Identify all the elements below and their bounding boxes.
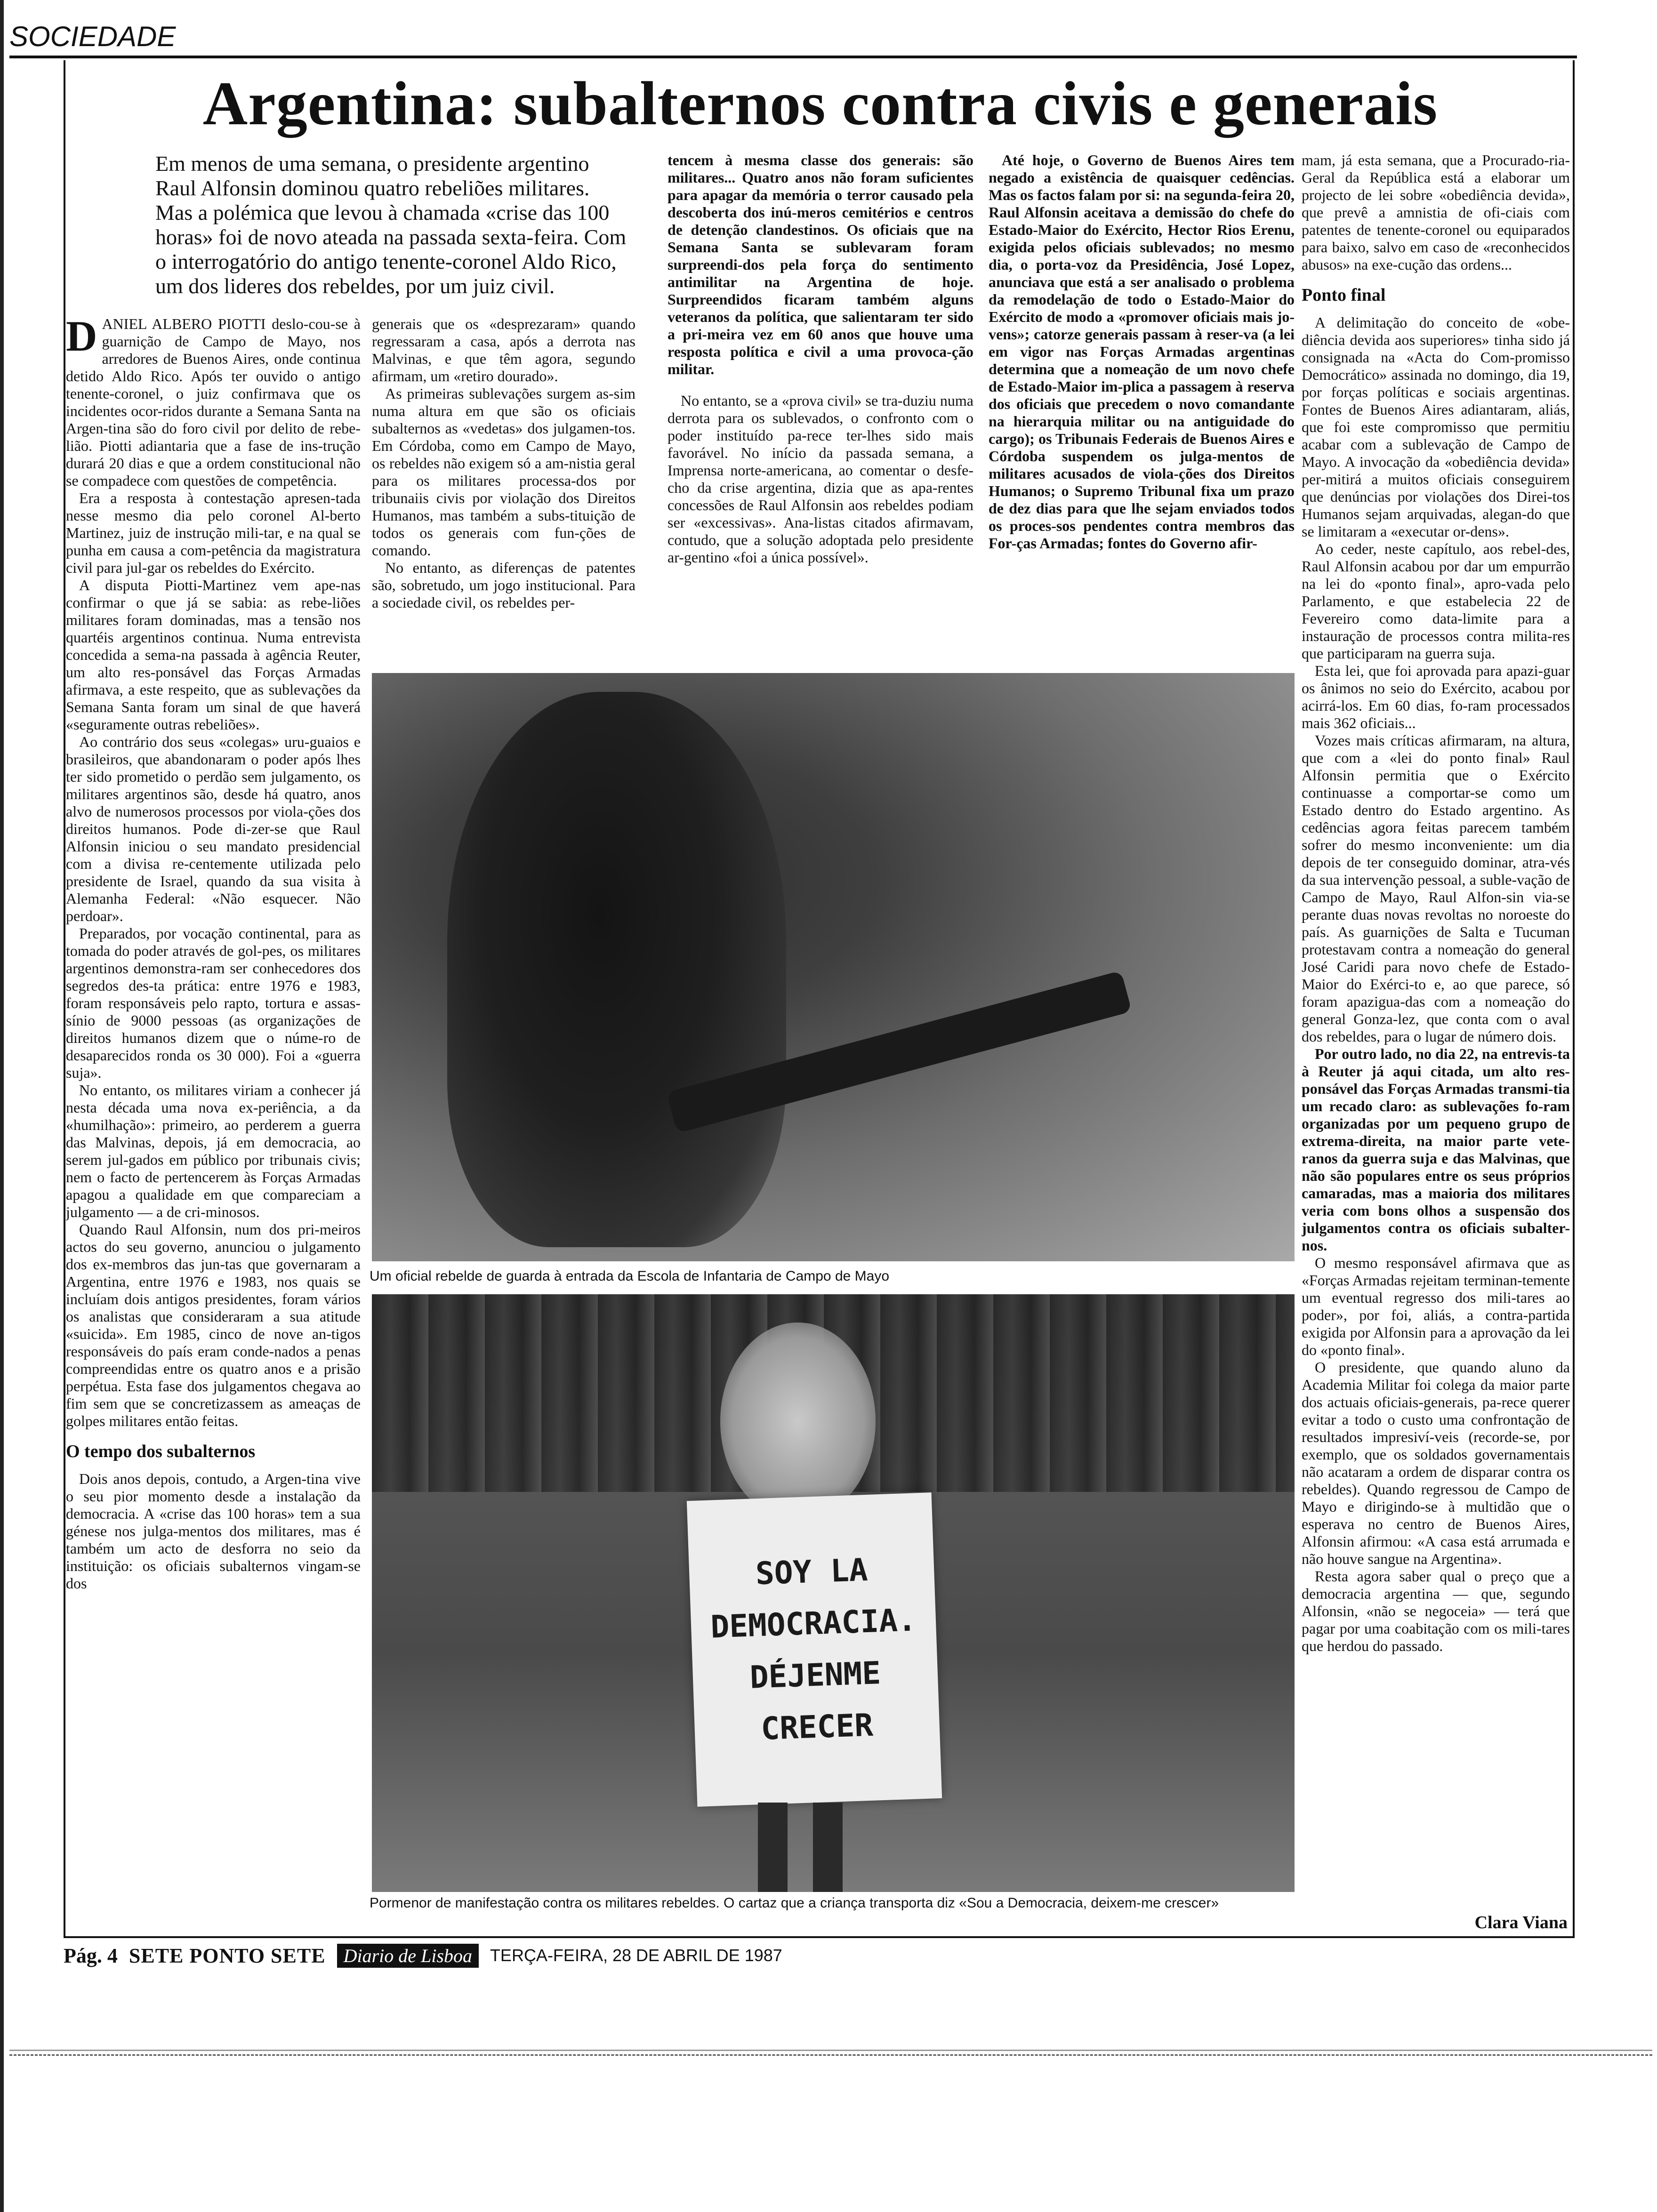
newspaper-logo: Diario de Lisboa xyxy=(337,1944,479,1968)
paragraph: A disputa Piotti-Martinez vem ape-nas confirmar o que já se sabia: as rebe-liões militares foram dominadas, mas a tensão nos quartéis argentinos continua. Numa entrevista concedida a sema-na passada à agência Reuter, um alto res-ponsável das Forças Armadas afirmava, a este respeito, que as sublevações da Semana Santa foram um sinal de que haverá «seguramente outras rebeliões». xyxy=(66,577,361,733)
supplement-name: SETE PONTO SETE xyxy=(129,1944,326,1967)
drop-cap: D xyxy=(66,315,97,360)
sign-text-line: DÉJENME xyxy=(749,1655,882,1696)
paragraph: Quando Raul Alfonsin, num dos pri-meiros actos do seu governo, anunciou o julgamento dos ex-membros das jun-tas que governaram a Argentina, entre 1976 e 1983, nos quais se incluíam dois antigos presidentes, foram vários os analistas que consideraram a sua atitude «suicida». Em 1985, cinco de nove an-tigos responsáveis do país eram conde-nados a penas compreendidas entre os quatro anos e a prisão perpétua. Esta fase dos julgamentos chegava ao fim sem que se concretizassem as ameaças de golpes militares então feitas. xyxy=(66,1221,361,1429)
child-legs xyxy=(758,1803,843,1892)
article-column-2 xyxy=(372,315,635,678)
paragraph: Ao ceder, neste capítulo, aos rebel-des, Raul Alfonsin acabou por dar um empurrão na lei do «ponto final», apro-vada pelo Parlamento, e que estabelecia 22 de Fevereiro como data-limite para a instauração de processos contra milita-res que participaram na guerra suja. xyxy=(1302,540,1570,662)
paragraph: O presidente, que quando aluno da Academia Militar foi colega da maior parte dos actuais oficiais-generais, pa-rece querer evitar a todo o custo uma confrontação de resultados impresiví-veis (recorde-se, por exemplo, que os soldados governamentais não acataram a ordem de disparar contra os rebeldes). Quando regressou de Campo de Mayo e dirigindo-se à multidão que o esperava no centro de Buenos Aires, Alfonsin afirmou: «A casa está arrumada e não houve sangue na Argentina». xyxy=(1302,1359,1570,1567)
photo-caption: Pormenor de manifestação contra os militares rebeldes. O cartaz que a criança transporta diz «Sou a Democracia, deixem-me crescer» xyxy=(370,1895,1219,1911)
photo-rebel-officer xyxy=(372,673,1295,1261)
paragraph: No entanto, se a «prova civil» se tra-duziu numa derrota para os sublevados, o confronto com o poder instituído pa-rece ter-lhes sido mais favorável. No início da passada semana, a Imprensa norte-americana, ao comentar o desfe-cho da crise argentina, dizia que as apa-rentes concessões de Raul Alfonsin aos rebeldes podiam ser «excessivas». Ana-listas citados afirmavam, contudo, que a solução adoptada pelo presidente ar-gentino «foi a única possível». xyxy=(668,392,973,566)
lead-paragraph: Em menos de uma semana, o presidente argentino Raul Alfonsin dominou quatro rebeliões militares. Mas a polémica que levou à chamada «crise das 100 horas» foi de novo ateada na passada sexta-feira. Com o interrogatório do antigo tenente-coronel Aldo Rico, um dos lideres dos rebeldes, por um juiz civil. xyxy=(155,152,627,298)
article-column-1 xyxy=(66,315,361,1934)
scan-rule xyxy=(9,2050,1652,2051)
paragraph: Até hoje, o Governo de Buenos Aires tem negado a existência de quaisquer cedências. Mas os factos falam por si: na segunda-feira 20, Raul Alfonsin aceitava a demissão do chefe do Estado-Maior do Exército, Hector Rios Erenu, exigida pelos oficiais sublevados; no mesmo dia, o porta-voz da Presidência, José Lopez, anunciava que está a ser analisado o problema da remodelação de todo o Estado-Maior do Exército de modo a «promover oficiais mais jo-vens»; catorze generais passam à reser-va (a lei em vigor nas Forças Armadas argentinas determina que a nomeação de um novo chefe de Estado-Maior im-plica a passagem à reserva dos oficiais que precedem o novo comandante na hierarquia militar ou na antiguidade do cargo); os Tribunais Federais de Buenos Aires e Córdoba suspendem os julga-mentos de militares acusados de viola-ções dos Direitos Humanos; o Supremo Tribunal fixa um prazo de dez dias para que lhe sejam enviados todos os proces-sos pendentes contra membros das For-ças Armadas; fontes do Governo afir- xyxy=(989,152,1295,552)
paragraph: Era a resposta à contestação apresen-tada nesse mesmo dia pelo coronel Al-berto Martinez, juiz de instrução mili-tar, e na qual se punha em causa a com-petência da magistratura civil para jul-gar os rebeldes do Exército. xyxy=(66,489,361,576)
paragraph-text: ANIEL ALBERO PIOTTI deslo-cou-se à guarnição de Campo de Mayo, nos arredores de Buenos Aires, onde continua detido Aldo Rico. Após ter ouvido o antigo tenente-coronel, o juiz confirmava que os incidentes ocor-ridos durante a Semana Santa na Argen-tina são do foro civil por delito de rebe-lião. Piotti adiantaria que a fase de ins-trução durará 20 dias e que a ordem constitucional não se compadece com questões de competência. xyxy=(66,315,361,489)
soldier-silhouette xyxy=(447,692,786,1247)
sign-text-line: CRECER xyxy=(760,1707,874,1747)
paragraph: Ao contrário dos seus «colegas» uru-guaios e brasileiros, que abandonaram o poder após lhes ter sido prometido o perdão sem julgamento, os militares argentinos são, desde há quatro, anos alvo de numerosos processos por viola-ções dos direitos humanos. Pode di-zer-se que Raul Alfonsin iniciou o seu mandato presidencial com a divisa re-centemente utilizada pelo presidente de Israel, quando da sua visita à Alemanha Federal: «Não esquecer. Não perdoar». xyxy=(66,733,361,924)
sign-text-line: DEMOCRACIA. xyxy=(710,1602,917,1645)
photo-demonstration xyxy=(372,1294,1295,1892)
header-rule xyxy=(9,56,1577,58)
paragraph: As primeiras sublevações surgem as-sim numa altura em que são os oficiais subalternos as «vedetas» dos julgamen-tos. Em Córdoba, como em Campo de Mayo, os rebeldes não exigem só a am-nistia geral para os militares processa-dos por tribunaiis civis por violação dos Direitos Humanos, mas também a subs-tituição de todos os generais com fun-ções de comando. xyxy=(372,385,635,559)
paragraph: Preparados, por vocação continental, para as tomada do poder através de gol-pes, os militares argentinos demonstra-ram ser conhecedores dos segredos des-ta prática: entre 1976 e 1983, foram responsáveis pelo rapto, tortura e assas-sínio de 9000 pessoas (as organizações de direitos humanos dizem que o núme-ro de desaparecidos ronda os 30 000). Foi a «guerra suja». xyxy=(66,925,361,1081)
sign-text-line: SOY LA xyxy=(755,1551,869,1592)
paragraph: Resta agora saber qual o preço que a democracia argentina — que, segundo Alfonsin, «não se negoceia» — terá que pagar por uma coabitação com os mili-tares que herdou do passado. xyxy=(1302,1568,1570,1654)
scan-edge xyxy=(0,0,4,2212)
paragraph: Esta lei, que foi aprovada para apazi-guar os ânimos no seio do Exército, acabou por acirrá-los. Em 60 dias, fo-ram processados mais 362 oficiais... xyxy=(1302,662,1570,731)
paragraph: No entanto, as diferenças de patentes são, sobretudo, um jogo institucional. Para a sociedade civil, os rebeldes per- xyxy=(372,559,635,611)
child-figure xyxy=(720,1322,876,1520)
article-column-4 xyxy=(989,152,1295,674)
subheading: Ponto final xyxy=(1302,285,1386,305)
paragraph: tencem à mesma classe dos generais: são militares... Quatro anos não foram suficientes para apagar da memória o terror causado pela descoberta dos inú-meros cemitérios e centros de detenção clandestinos. Os oficiais que na Semana Santa se sublevaram foram surpreendi-dos pela força do sentimento antimilitar na Argentina de hoje. Surpreendidos ficaram também alguns veteranos da política, que salientaram ter sido a pri-meira vez em 60 anos que houve uma resposta política e civil a uma provoca-ção militar. xyxy=(668,152,973,377)
paragraph: Vozes mais críticas afirmaram, na altura, que com a «lei do ponto final» Raul Alfonsin permitia que o Exército continuasse a comportar-se como um Estado dentro do Estado argentino. As cedências agora feitas parecem também sofrer do mesmo inconveniente: um dia depois de ter conseguido dominar, atra-vés da sua intervenção pessoal, a suble-vação de Campo de Mayo, Raul Alfon-sin via-se perante duas novas revoltas no noroeste do país. As guarnições de Salta e Tucuman protestavam contra a nomeação do general José Caridi para novo chefe de Estado-Maior do Exérci-to e, ao que parece, só foram apazigua-das com a nomeação do general Gonza-lez, que conta com o aval dos rebeldes, para o lugar de número dois. xyxy=(1302,732,1570,1045)
paragraph: generais que os «desprezaram» quando regressaram a casa, após a derrota nas Malvinas, e que têm agora, segundo afirmam, um «retiro dourado». xyxy=(372,315,635,385)
scan-rule xyxy=(9,2054,1652,2056)
byline: Clara Viana xyxy=(1474,1913,1568,1932)
paragraph: No entanto, os militares viriam a conhecer já nesta década uma nova ex-periência, a da «humilhação»: primeiro, ao perderem a guerra das Malvinas, depois, já em democracia, ao serem jul-gados em público por tribunais civis; nem o facto de pertencerem às Forças Armadas apagou a qualidade em que compareciam a julgamento — a de cri-minosos. xyxy=(66,1082,361,1220)
paragraph: Por outro lado, no dia 22, na entrevis-ta à Reuter já aqui citada, um alto res-ponsável das Forças Armadas transmi-tia um recado claro: as sublevações fo-ram organizadas por um pequeno grupo de extrema-direita, na maior parte vete-ranos da guerra suja e das Malvinas, que não são populares entre os seus próprios camaradas, mas a maioria dos militares veria com bons olhos a suspensão dos julgamentos contra os oficiais subalter-nos. xyxy=(1302,1045,1570,1254)
page-number: Pág. 4 xyxy=(64,1944,118,1967)
paragraph: mam, já esta semana, que a Procurado-ria-Geral da República está a elaborar um projecto de lei sobre «obediência devida», que prevê a amnistia de ofi-ciais com patentes de tenente-coronel ou equiparados para baixo, salvo em caso de «reconhecidos abusos» na exe-cução das ordens... xyxy=(1302,152,1570,273)
article-column-5 xyxy=(1302,152,1570,1931)
page-footer xyxy=(64,1941,1575,1970)
article-column-3 xyxy=(668,152,973,660)
paragraph: O mesmo responsável afirmava que as «Forças Armadas rejeitam terminan-temente um eventual regresso dos mili-tares ao poder», por foi, aliás, a contra-partida exigida por Alfonsin para a aprovação da lei do «ponto final». xyxy=(1302,1254,1570,1358)
section-label: SOCIEDADE xyxy=(9,21,176,52)
issue-date: TERÇA-FEIRA, 28 DE ABRIL DE 1987 xyxy=(490,1946,782,1965)
protest-sign xyxy=(687,1492,942,1807)
subheading: O tempo dos subalternos xyxy=(66,1442,256,1461)
photo-caption: Um oficial rebelde de guarda à entrada da Escola de Infantaria de Campo de Mayo xyxy=(370,1268,890,1284)
paragraph: Dois anos depois, contudo, a Argen-tina vive o seu pior momento desde a instalação da democracia. A «crise das 100 horas» tem a sua génese nos julga-mentos dos militares, mas é também um acto de desforra no seio da instituição: os oficiais subalternos vingam-se dos xyxy=(66,1470,361,1592)
paragraph: A delimitação do conceito de «obe-diência devida aos superiores» tinha sido já consignada na «Acta do Com-promisso Democrático» assinada no domingo, dia 19, por forças políticas e sociais argentinas. Fontes de Buenos Aires adiantaram, aliás, que foi este compromisso que permitiu acabar com a sublevação de Campo de Mayo. A invocação da «obediência devida» per-mitirá a muitos oficiais conseguirem que denúncias por violações dos Direi-tos Humanos sejam arquivadas, alegan-do que se limitaram a «executar or-dens». xyxy=(1302,314,1570,540)
headline: Argentina: subalternos contra civis e generais xyxy=(202,69,1438,138)
opening-paragraph xyxy=(66,315,361,489)
